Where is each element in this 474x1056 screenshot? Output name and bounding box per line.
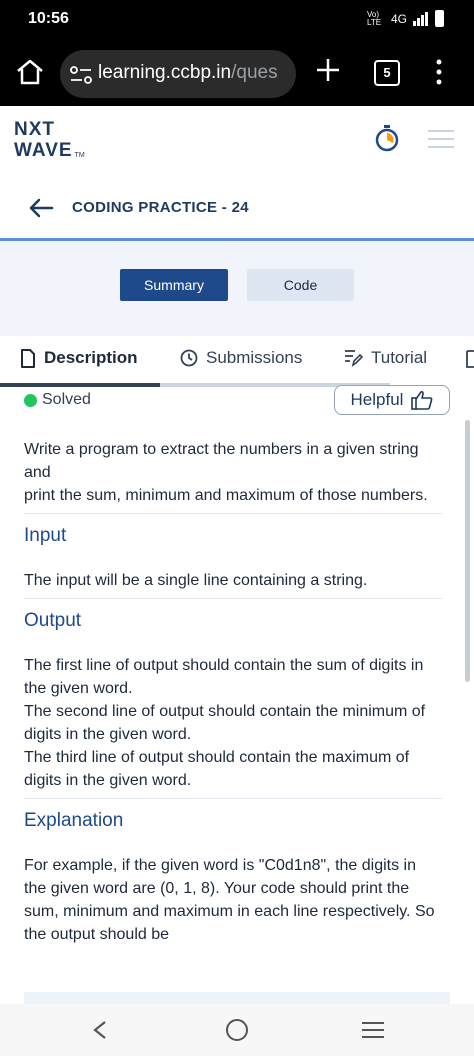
tab-tutorial[interactable] <box>344 348 427 368</box>
logo-tm: TM <box>74 152 85 159</box>
hamburger-menu-icon[interactable] <box>428 130 454 150</box>
network-label: 4G <box>390 11 407 26</box>
address-bar[interactable] <box>60 50 296 98</box>
home-icon[interactable] <box>14 56 46 88</box>
tab-submissions-label: Submissions <box>206 348 303 367</box>
battery-icon <box>435 10 444 27</box>
url-host: learning.ccbp.in <box>98 62 232 83</box>
output-heading: Output <box>24 610 82 631</box>
new-tab-icon[interactable] <box>314 56 342 84</box>
tab-switcher-button[interactable]: 5 <box>374 60 400 86</box>
scrollbar[interactable] <box>465 420 470 682</box>
input-heading: Input <box>24 525 67 546</box>
page-title: CODING PRACTICE - 24 <box>72 199 249 216</box>
app-header <box>0 106 474 181</box>
divider <box>24 598 442 599</box>
tab-submissions[interactable] <box>180 348 302 368</box>
description-content <box>24 438 442 946</box>
more-options-icon[interactable] <box>434 58 444 86</box>
status-bar <box>0 0 474 40</box>
tab-description[interactable] <box>20 348 138 368</box>
code-button[interactable]: Code <box>247 269 354 301</box>
status-icons <box>367 10 444 27</box>
problem-statement: Write a program to extract the numbers in a given string and print the sum, minimum and maximum of those numbers. <box>24 441 428 504</box>
thumbs-up-icon <box>411 390 433 410</box>
tab-underline-active <box>0 383 160 387</box>
nxtwave-logo[interactable] <box>14 120 104 168</box>
clock-icon <box>180 349 198 367</box>
url-path: /ques <box>231 62 278 83</box>
tab-tutorial-label: Tutorial <box>371 348 428 367</box>
site-settings-icon[interactable] <box>70 66 92 84</box>
explanation-heading: Explanation <box>24 810 124 831</box>
edit-note-icon <box>344 349 363 367</box>
carrier-badge: Vo) LTE <box>366 9 382 27</box>
back-arrow-icon[interactable] <box>28 195 54 221</box>
divider <box>24 798 442 799</box>
helpful-button[interactable] <box>334 385 450 415</box>
document-icon <box>20 349 36 368</box>
summary-button[interactable]: Summary <box>120 269 228 301</box>
status-time: 10:56 <box>28 10 69 27</box>
nav-back-icon[interactable] <box>92 1020 108 1040</box>
logo-line1: NXT <box>14 119 55 140</box>
tab-description-label: Description <box>44 348 138 367</box>
browser-toolbar <box>0 40 474 106</box>
next-tab-icon[interactable] <box>466 350 474 368</box>
output-line-1: The first line of output should contain the sum of digits in the given word. <box>24 657 424 697</box>
helpful-label: Helpful <box>350 390 404 409</box>
solved-status-dot <box>24 394 37 407</box>
input-text: The input will be a single line containing a string. <box>24 572 368 589</box>
url-text <box>98 62 278 84</box>
divider <box>24 513 442 514</box>
solved-label: Solved <box>42 391 91 408</box>
nav-recents-icon[interactable] <box>362 1022 384 1043</box>
output-line-2: The second line of output should contain the minimum of digits in the given word. <box>24 703 426 743</box>
sample-code-box <box>24 992 450 1004</box>
output-line-3: The third line of output should contain the maximum of digits in the given word. <box>24 749 410 789</box>
nav-home-icon[interactable] <box>226 1019 248 1041</box>
logo-line2: WAVE <box>14 140 73 161</box>
signal-icon <box>413 12 429 26</box>
stopwatch-icon[interactable] <box>374 124 400 152</box>
explanation-text: For example, if the given word is "C0d1n8", the digits in the given word are (0, 1, 8). Your code should print the sum, minimum and maximum in each line respectively. So the output should be <box>24 857 435 943</box>
view-toggle-area <box>0 241 474 336</box>
